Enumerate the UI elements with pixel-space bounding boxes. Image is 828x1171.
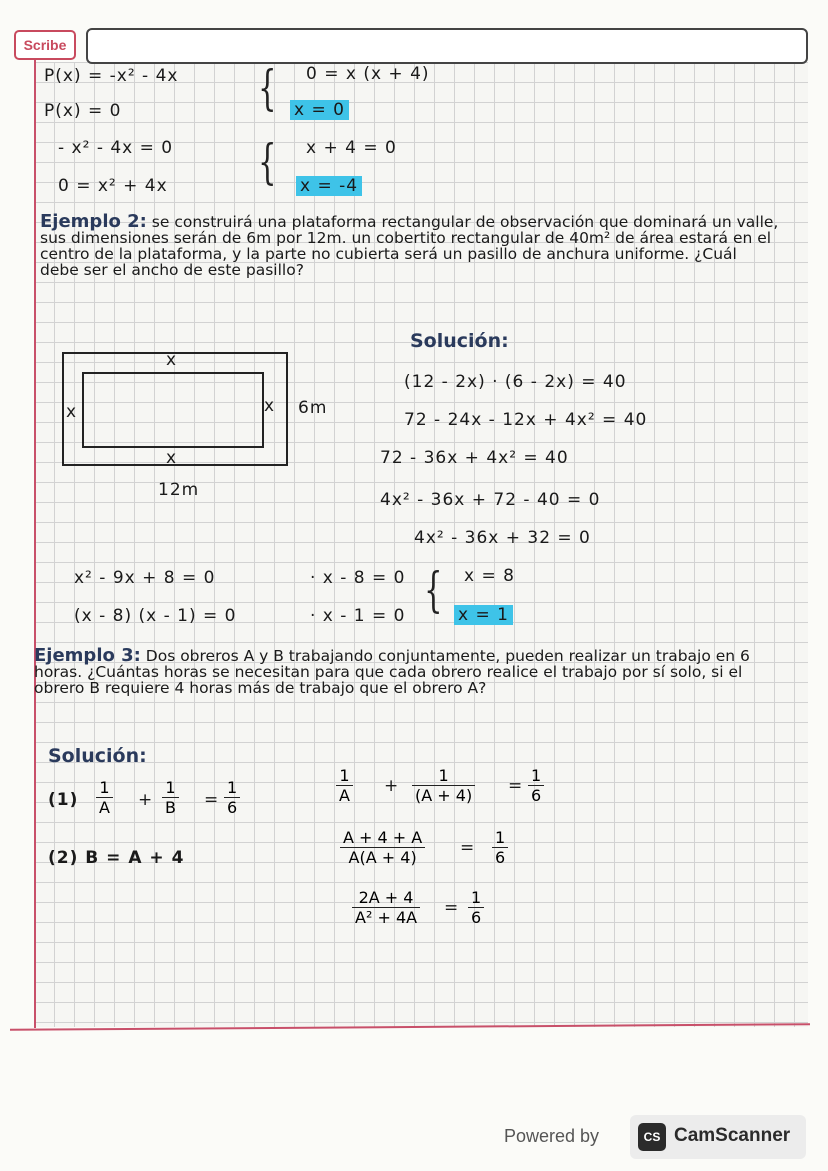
eq1-equals: = [204, 790, 220, 810]
step-3: 72 - 36x + 4x² = 40 [380, 448, 569, 468]
eq-factored: 0 = x (x + 4) [306, 64, 430, 84]
step-8: · x - 8 = 0 [310, 568, 406, 588]
powered-by-text: Powered by [504, 1126, 600, 1146]
r1-frac-b: $\frac{1}{(A + 4)}$ [412, 766, 475, 805]
cover-diagram [82, 372, 264, 448]
eq-p-zero: P(x) = 0 [44, 101, 122, 121]
fig-width: 12m [158, 480, 200, 500]
r1-equals: = [508, 776, 524, 796]
eq1-plus: + [138, 790, 154, 810]
ejemplo2-statement [40, 211, 780, 279]
camscanner-icon: CS [638, 1123, 666, 1151]
result-x0: x = 0 [290, 100, 349, 120]
brace-3: { [424, 562, 443, 618]
r1-frac-a: $\frac{1}{A}$ [336, 766, 353, 805]
eq-quadratic: 0 = x² + 4x [58, 176, 168, 196]
eq1-frac-c: $\frac{1}{6}$ [224, 778, 240, 817]
ejemplo2-label: Ejemplo 2: [40, 211, 147, 232]
step-4: 4x² - 36x + 72 - 40 = 0 [380, 490, 601, 510]
fig-x-left: x [66, 402, 78, 422]
ejemplo2-text: se construirá una plataforma rectangular de observación que dominará un valle, sus dimensiones serán de 6m por 12m. un cobertito rectangular de 40m² de área estará en el centro de la plataforma, y la parte no cubierta será un pasillo de anchura uniforme. ¿Cuál debe ser el ancho de este pasillo? [40, 213, 779, 279]
fig-x-bottom: x [166, 448, 178, 468]
r3-frac: $\frac{2A + 4}{\text{A² + 4A}}$ [352, 888, 420, 927]
name-box [86, 28, 808, 64]
step-7: (x - 8) (x - 1) = 0 [74, 606, 237, 626]
ejemplo3-text: Dos obreros A y B trabajando conjuntamente, pueden realizar un trabajo en 6 horas. ¿Cuántas horas se necesitan para que cada obrero realice el trabajo por sí solo, si el obrero B requiere 4 horas más de trabajo que el obrero A? [34, 647, 750, 697]
step-2: 72 - 24x - 12x + 4x² = 40 [404, 410, 648, 430]
r2-frac: $\frac{A + 4 + A}{A(A + 4)}$ [340, 828, 425, 867]
fig-height: 6m [298, 398, 328, 418]
eq-p-definition: P(x) = -x² - 4x [44, 66, 179, 86]
step-5: 4x² - 36x + 32 = 0 [414, 528, 591, 548]
ejemplo3-statement [34, 645, 774, 697]
ejemplo2-solucion: Solución: [410, 330, 509, 352]
brace-1: { [258, 60, 277, 116]
camscanner-badge [630, 1115, 806, 1159]
r3-frac-c: $\frac{1}{6}$ [468, 888, 484, 927]
eq-neg-quadratic: - x² - 4x = 0 [58, 138, 174, 158]
ejemplo3-label: Ejemplo 3: [34, 645, 141, 666]
fig-x-top: x [166, 350, 178, 370]
eq1-frac-b: $\frac{1}{B}$ [162, 778, 179, 817]
eq2: (2) B = A + 4 [48, 848, 185, 868]
ejemplo3-solucion: Solución: [48, 745, 147, 767]
camscanner-brand: CamScanner [674, 1125, 791, 1146]
r1-plus: + [384, 776, 400, 796]
eq1-label: (1) [48, 790, 79, 810]
r2-frac-c: $\frac{1}{6}$ [492, 828, 508, 867]
r2-equals: = [460, 838, 476, 858]
r1-frac-c: $\frac{1}{6}$ [528, 766, 544, 805]
scribe-logo: Scribe [14, 30, 76, 60]
step-9: · x - 1 = 0 [310, 606, 406, 626]
step-1: (12 - 2x) · (6 - 2x) = 40 [404, 372, 627, 392]
margin-line [34, 58, 36, 1028]
fig-x-right: x [264, 396, 276, 416]
brace-2: { [258, 134, 277, 190]
step-6: x² - 9x + 8 = 0 [74, 568, 216, 588]
result-x-neg4: x = -4 [296, 176, 362, 196]
result-x8: x = 8 [464, 566, 515, 586]
eq-x-plus-4: x + 4 = 0 [306, 138, 397, 158]
r3-equals: = [444, 898, 460, 918]
eq1-frac-a: $\frac{1}{A}$ [96, 778, 113, 817]
result-x1: x = 1 [454, 605, 513, 625]
